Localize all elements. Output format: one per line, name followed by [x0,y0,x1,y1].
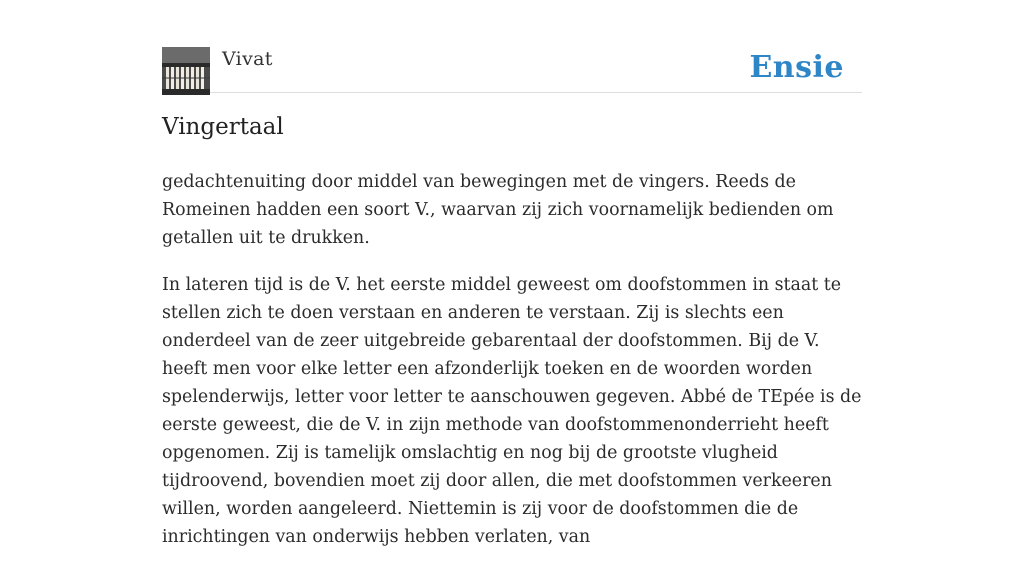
author-name[interactable]: Vivat [222,48,273,70]
article-body [162,168,862,570]
header [162,46,862,93]
brand-logo[interactable]: Ensie [749,50,844,85]
article-paragraph: In lateren tijd is de V. het eerste middel geweest om doofstommen in staat te stellen zich te doen verstaan en anderen te verstaan. Zij is slechts een onderdeel van de zeer uitgebreide gebarentaal der doofstommen. Bij de V. heeft men voor elke letter een afzonderlijk toeken en de woorden worden spelenderwijs, letter voor letter te aanschouwen gegeven. Abbé de TEpée is de eerste geweest, die de V. in zijn methode van doofstommenonderrieht heeft opgenomen. Zij is tamelijk omslachtig en nog bij de grootste vlugheid tijdroovend, bovendien moet zij door allen, die met doofstommen verkeeren willen, worden aangeleerd. Niettemin is zij voor de doofstommen die de inrichtingen van onderwijs hebben verlaten, van [162,275,862,547]
article-paragraph: gedachtenuiting door middel van bewegingen met de vingers. Reeds de Romeinen hadden een soort V., waarvan zij zich voornamelijk bedienden om getallen uit te drukken. [162,172,834,248]
article-title: Vingertaal [162,114,284,140]
avatar-image [162,47,210,95]
author-avatar[interactable] [162,47,210,95]
